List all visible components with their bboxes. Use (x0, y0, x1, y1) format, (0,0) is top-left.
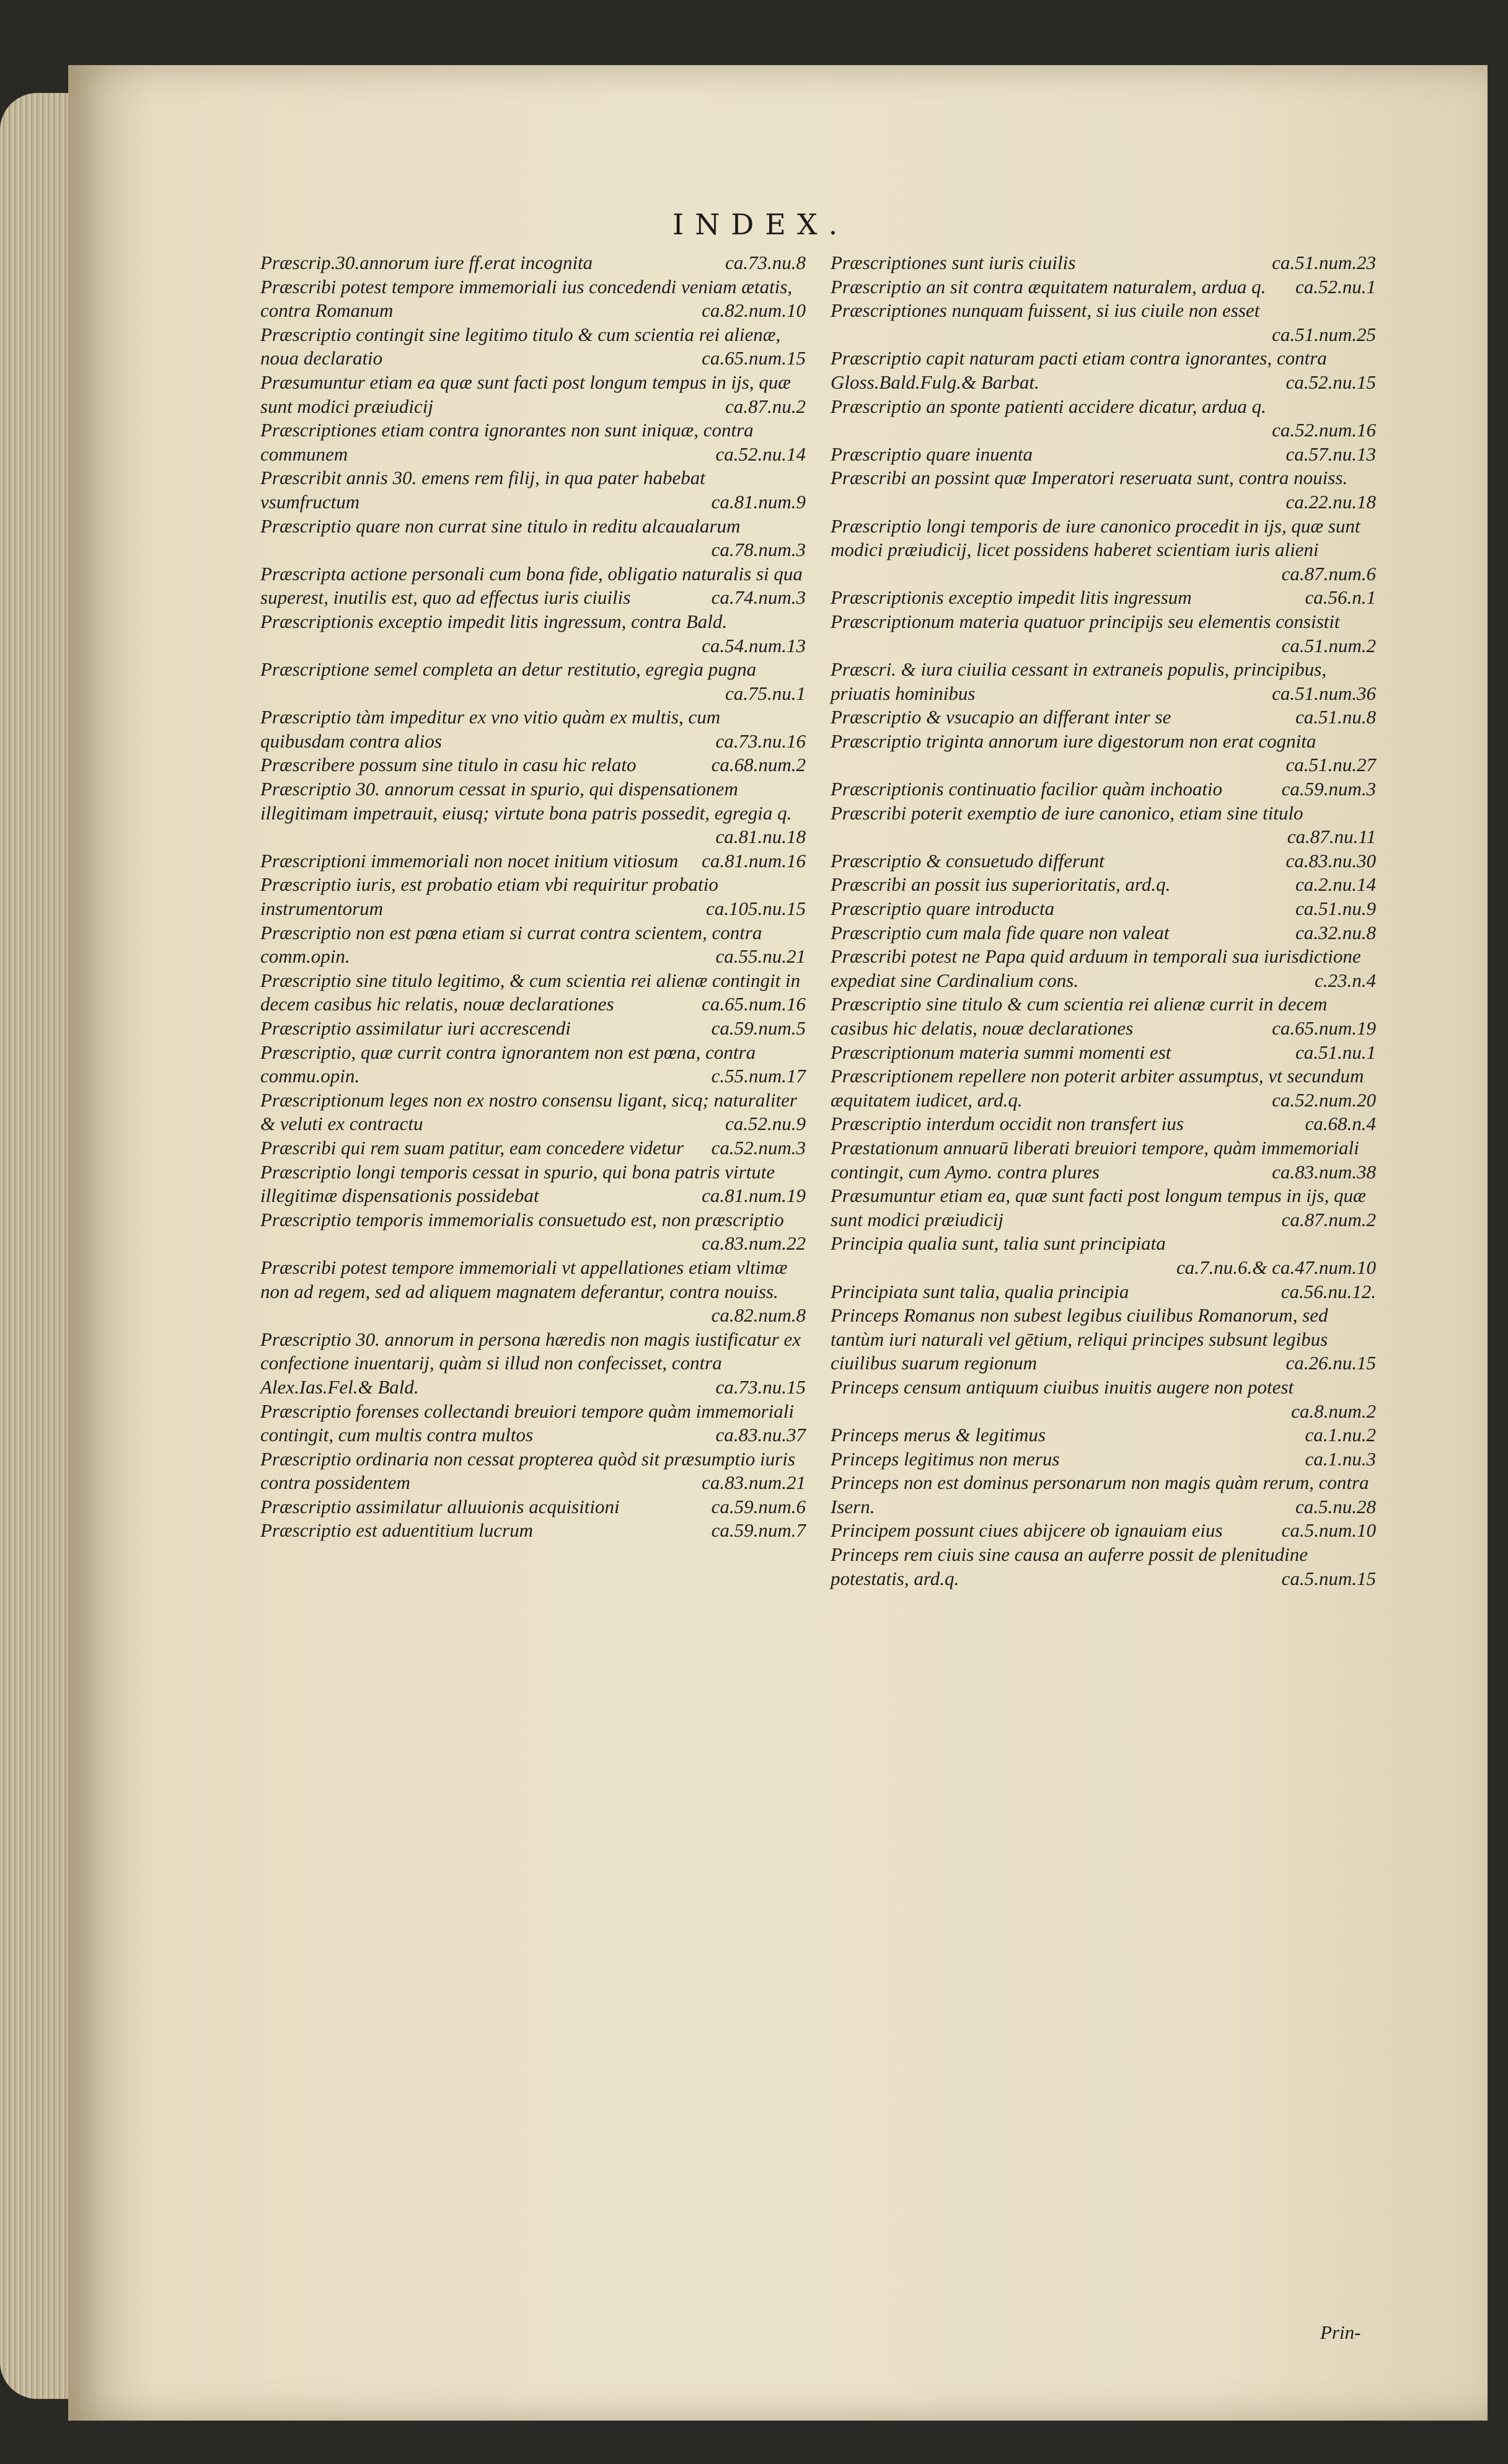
index-entry-text: Præscrip.30.annorum iure ff.erat incognita (260, 252, 593, 273)
index-entry (831, 1232, 1376, 1279)
index-entry (831, 1376, 1376, 1423)
index-entry-reference: ca.52.num.16 (1272, 419, 1376, 441)
index-entry (831, 1519, 1376, 1543)
index-entry (260, 969, 806, 1017)
index-entry-text: Præscriptio sine titulo legitimo, & cum scientia rei alienæ contingit in decem casibus hic relatis, nouæ declarationes (260, 969, 801, 1015)
index-entry-text: Præscriptio an sit contra æquitatem naturalem, ardua q. (831, 275, 1266, 298)
index-entry-text: Præscribi qui rem suam patitur, eam concedere videtur (260, 1136, 684, 1159)
index-entry-text: Præscriptio an sponte patienti accidere dicatur, ardua q. (831, 395, 1266, 417)
index-entry (260, 562, 806, 610)
index-entry (831, 299, 1376, 347)
index-entry-text: Præscriptio forenses collectandi breuiori tempore quàm immemoriali contingit, cum multis contra multos (260, 1400, 795, 1446)
index-entry-text: Præscriptio iuris, est probatio etiam vbi requiritur probatio instrumentorum (260, 873, 718, 920)
index-entry-reference: ca.81.num.9 (711, 490, 806, 513)
index-entry-text: Præscriptio triginta annorum iure digestorum non erat cognita (831, 730, 1316, 752)
index-entry (260, 251, 806, 275)
index-entry-reference: ca.81.num.16 (702, 849, 806, 872)
index-entry-reference: ca.83.nu.30 (1285, 849, 1376, 872)
index-entry (260, 1160, 806, 1208)
index-entry-reference: ca.87.num.6 (1281, 562, 1376, 585)
index-entry (260, 1328, 806, 1400)
index-entry-text: Præscriptio 30. annorum in persona hæredis non magis iustificatur ex confectione inuentarij, quàm si illud non confecisset, contra Alex.Ias.Fel.& Bald. (260, 1328, 801, 1398)
index-entry (831, 1136, 1376, 1184)
index-entry-text: Præscriptio 30. annorum cessat in spurio, qui dispensationem illegitimam impetrauit, eiusq; virtute bona patris possedit, egregia q. (260, 778, 792, 824)
index-entry-reference: ca.65.num.15 (702, 347, 806, 369)
index-entry-text: Præscribi potest ne Papa quid arduum in temporali sua iurisdictione expediat sine Cardinalium cons. (831, 945, 1361, 991)
index-entry (831, 1543, 1376, 1591)
index-entry-text: Præscriptio non est pœna etiam si currat contra scientem, contra comm.opin. (260, 921, 762, 968)
index-entry-reference: ca.59.num.3 (1281, 778, 1376, 800)
index-entry-text: Præscribit annis 30. emens rem filij, in qua pater habebat vsumfructum (260, 467, 705, 513)
index-entry-reference: ca.26.nu.15 (1285, 1352, 1376, 1374)
index-entry-reference: ca.22.nu.18 (1285, 490, 1376, 513)
index-entry-text: Præscriptio quare introducta (831, 898, 1055, 920)
index-entry (260, 921, 806, 969)
index-entry (260, 849, 806, 873)
index-entry-text: Præscriptio cum mala fide quare non valeat (831, 921, 1170, 943)
index-entry-reference: ca.1.nu.3 (1305, 1447, 1376, 1470)
index-entry (260, 658, 806, 705)
index-entry-text: Præscriptionis exceptio impedit litis ingressum, contra Bald. (260, 610, 728, 632)
index-entry-reference: ca.32.nu.8 (1295, 921, 1376, 943)
index-entry-text: Præscriptio assimilatur iuri accrescendi (260, 1017, 571, 1039)
index-entry (831, 945, 1376, 992)
index-entry (260, 705, 806, 753)
index-entry-reference: ca.55.nu.21 (715, 945, 806, 968)
index-entry-text: Præscriptio quare non currat sine titulo in reditu alcaualarum (260, 514, 741, 537)
index-entry-reference: ca.68.num.2 (711, 754, 806, 776)
index-entry-reference: ca.51.nu.27 (1285, 754, 1376, 776)
index-column-right (831, 251, 1376, 1591)
index-entry (831, 1280, 1376, 1304)
index-entry (831, 921, 1376, 945)
index-entry-text: Præscriptio quare inuenta (831, 443, 1033, 465)
index-entry-text: Præscriptio contingit sine legitimo titulo & cum scientia rei alienæ, noua declaratio (260, 323, 781, 369)
index-entry-reference: ca.73.nu.16 (715, 730, 806, 752)
index-entry (831, 586, 1376, 610)
index-entry-reference: ca.65.num.19 (1272, 1017, 1376, 1039)
index-entry (831, 1447, 1376, 1472)
index-entry (260, 873, 806, 921)
index-entry (831, 1471, 1376, 1519)
index-entry (831, 873, 1376, 897)
index-entry-text: Præscriptio est aduentitium lucrum (260, 1519, 534, 1542)
index-entry-reference: ca.81.num.19 (702, 1185, 806, 1207)
index-entry-text: Præscriptio ordinaria non cessat propterea quòd sit præsumptio iuris contra possidentem (260, 1447, 795, 1494)
index-entry-text: Præscriptionum materia quatuor principijs seu elementis consistit (831, 610, 1340, 632)
index-entry (260, 1088, 806, 1136)
index-entry-reference: ca.68.n.4 (1305, 1113, 1376, 1135)
index-entry-reference: ca.2.nu.14 (1295, 873, 1376, 896)
index-entry-text: Præscriptio longi temporis cessat in spurio, qui bona patris virtute illegitimæ dispensationis possidebat (260, 1160, 775, 1207)
index-entry (260, 610, 806, 658)
index-entry-text: Præsumuntur etiam ea quæ sunt facti post longum tempus in ijs, quæ sunt modici præiudicij (260, 371, 791, 417)
index-entry-text: Præscriptio assimilatur alluuionis acquisitioni (260, 1495, 620, 1517)
index-entry (260, 1256, 806, 1328)
index-entry-reference: ca.5.num.10 (1281, 1519, 1376, 1542)
index-entry-text: Præscriptio interdum occidit non transfert ius (831, 1113, 1184, 1135)
index-entry-reference: ca.52.nu.1 (1295, 275, 1376, 298)
index-entry (831, 347, 1376, 394)
index-entry-text: Præscriptionum leges non ex nostro consensu ligant, sicq; naturaliter & veluti ex contractu (260, 1088, 797, 1135)
index-entry-reference: ca.59.num.7 (711, 1519, 806, 1542)
index-entry-text: Præscriptionis continuatio facilior quàm inchoatio (831, 778, 1223, 800)
index-entry (260, 466, 806, 514)
index-entry-text: Princeps rem ciuis sine causa an auferre possit de plenitudine potestatis, ard.q. (831, 1543, 1308, 1589)
index-entry-reference: ca.73.nu.15 (715, 1376, 806, 1398)
index-entry-reference: ca.8.num.2 (1291, 1400, 1376, 1422)
index-entry-reference: ca.52.nu.9 (725, 1113, 806, 1135)
index-entry-reference: ca.59.num.5 (711, 1017, 806, 1039)
catchword: Prin- (1320, 2321, 1361, 2343)
index-entry-reference: c.23.n.4 (1314, 969, 1376, 991)
index-entry-text: Præscriptionem repellere non poterit arbiter assumptus, vt secundum æquitatem iudicet, ard.q. (831, 1065, 1364, 1111)
index-entry-text: Præscriptio tàm impeditur ex vno vitio quàm ex multis, cum quibusdam contra alios (260, 706, 721, 752)
index-entry-text: Præscri. & iura ciuilia cessant in extraneis populis, principibus, priuatis hominibus (831, 658, 1326, 704)
index-entry-reference: ca.51.num.23 (1272, 252, 1376, 273)
index-entry-reference: ca.54.num.13 (702, 634, 806, 656)
index-entry-reference: ca.74.num.3 (711, 586, 806, 609)
index-entry (260, 1400, 806, 1447)
index-entry-reference: ca.51.num.2 (1281, 634, 1376, 656)
index-entry (831, 777, 1376, 801)
index-entry-reference: ca.56.n.1 (1305, 586, 1376, 609)
index-entry (260, 275, 806, 323)
index-entry-text: Principia qualia sunt, talia sunt principiata (831, 1232, 1166, 1255)
index-entry-text: Præscripta actione personali cum bona fide, obligatio naturalis si qua superest, inutilis est, quo ad effectus iuris ciuilis (260, 562, 803, 609)
index-entry-text: Præscriptio, quæ currit contra ignorantem non est pœna, contra commu.opin. (260, 1041, 756, 1087)
index-entry (260, 1041, 806, 1088)
index-entry-reference: ca.82.num.10 (702, 299, 806, 322)
index-entry-text: Præscribi potest tempore immemoriali vt appellationes etiam vltimæ non ad regem, sed ad aliquem magnatem deferantur, contra nouiss. (260, 1256, 788, 1302)
index-entry-reference: ca.51.num.25 (1272, 323, 1376, 345)
index-entry (260, 1136, 806, 1160)
index-entry (831, 705, 1376, 730)
index-entry-text: Præscriptio longi temporis de iure canonico procedit in ijs, quæ sunt modici præiudicij, licet possidens haberet scientiam iuris alieni (831, 514, 1360, 561)
page-header: INDEX. (672, 208, 849, 241)
index-entry-reference: ca.65.num.16 (702, 993, 806, 1015)
index-entry (831, 849, 1376, 873)
index-entry-text: Præscribi an possit ius superioritatis, ard.q. (831, 873, 1171, 896)
index-entry-reference: ca.83.num.22 (702, 1232, 806, 1255)
index-entry (260, 418, 806, 466)
index-entry-reference: ca.52.num.20 (1272, 1088, 1376, 1111)
index-entry (831, 466, 1376, 514)
index-entry (831, 275, 1376, 299)
index-entry-text: Præscriptiones etiam contra ignorantes non sunt iniquæ, contra communem (260, 419, 754, 465)
index-entry-text: Præscriptio capit naturam pacti etiam contra ignorantes, contra Gloss.Bald.Fulg.& Barbat. (831, 347, 1327, 393)
index-column-left (260, 251, 806, 1543)
index-entry-reference: ca.56.nu.12. (1281, 1280, 1376, 1302)
index-entry-text: Præscriptio & vsucapio an differant inter se (831, 706, 1171, 728)
index-entry-reference: ca.82.num.8 (711, 1304, 806, 1327)
index-entry-reference: ca.51.nu.1 (1295, 1041, 1376, 1063)
index-entry-reference: ca.57.nu.13 (1285, 443, 1376, 465)
index-entry-reference: ca.83.num.38 (1272, 1160, 1376, 1183)
index-entry (831, 897, 1376, 921)
index-entry-text: Præscriptio temporis immemorialis consuetudo est, non præscriptio (260, 1208, 784, 1230)
index-entry (260, 514, 806, 562)
index-entry-reference: ca.105.nu.15 (705, 898, 806, 920)
index-entry-text: Præscriptiones sunt iuris ciuilis (831, 252, 1076, 273)
index-entry-text: Præsumuntur etiam ea, quæ sunt facti post longum tempus in ijs, quæ sunt modici præiudicij (831, 1185, 1366, 1230)
index-entry-reference: ca.83.nu.37 (715, 1424, 806, 1446)
index-entry-text: Principem possunt ciues abijcere ob ignauiam eius (831, 1519, 1223, 1542)
index-entry-reference: ca.87.nu.11 (1287, 826, 1376, 848)
index-entry (831, 443, 1376, 467)
index-entry-reference: ca.1.nu.2 (1305, 1424, 1376, 1446)
index-entry-reference: ca.5.num.15 (1281, 1567, 1376, 1589)
index-entry-reference: ca.52.num.3 (711, 1136, 806, 1159)
index-entry-text: Princeps Romanus non subest legibus ciuilibus Romanorum, sed tantùm iuri naturali vel gētium, reliqui principes subsunt legibus ciuilibus suarum regionum (831, 1304, 1328, 1374)
index-entry-text: Præscribi poterit exemptio de iure canonico, etiam sine titulo (831, 801, 1303, 824)
index-entry-reference: ca.7.nu.6.& ca.47.num.10 (1176, 1256, 1376, 1278)
index-entry (260, 1519, 806, 1543)
index-entry (831, 514, 1376, 586)
index-entry-reference: ca.59.num.6 (711, 1495, 806, 1517)
index-entry (260, 1208, 806, 1256)
index-entry (260, 1495, 806, 1519)
index-entry-text: Præscribi potest tempore immemoriali ius concedendi veniam ætatis, contra Romanum (260, 275, 793, 322)
index-entry-text: Princeps legitimus non merus (831, 1447, 1060, 1470)
index-entry-text: Præstationum annuarū liberati breuiori tempore, quàm immemoriali contingit, cum Aymo. contra plures (831, 1136, 1359, 1183)
index-entry (831, 1423, 1376, 1447)
index-entry (831, 1304, 1376, 1376)
index-entry (831, 992, 1376, 1040)
index-entry-text: Princeps censum antiquum ciuibus inuitis augere non potest (831, 1376, 1294, 1398)
index-entry (831, 251, 1376, 275)
index-entry-reference: ca.78.num.3 (711, 539, 806, 561)
index-entry-reference: ca.75.nu.1 (725, 682, 806, 704)
index-entry (831, 730, 1376, 777)
index-entry-reference: c.55.num.17 (711, 1065, 806, 1087)
index-entry-text: Præscriptionis exceptio impedit litis ingressum (831, 586, 1192, 609)
index-entry (831, 1064, 1376, 1112)
index-entry-reference: ca.87.num.2 (1281, 1208, 1376, 1230)
index-entry (831, 801, 1376, 849)
index-entry-reference: ca.51.num.36 (1272, 682, 1376, 704)
index-entry-reference: ca.73.nu.8 (725, 252, 806, 273)
index-entry-reference: ca.51.nu.8 (1295, 706, 1376, 728)
index-entry-text: Præscriptionum materia summi momenti est (831, 1041, 1171, 1063)
index-entry-text: Principiata sunt talia, qualia principia (831, 1280, 1129, 1302)
index-entry (260, 1447, 806, 1495)
index-entry (260, 753, 806, 777)
index-entry-reference: ca.87.nu.2 (725, 395, 806, 417)
index-entry-reference: ca.51.nu.9 (1295, 898, 1376, 920)
index-entry-text: Præscriptione semel completa an detur restitutio, egregia pugna (260, 658, 757, 681)
index-entry-text: Præscriptio sine titulo & cum scientia rei alienæ currit in decem casibus hic delatis, nouæ declarationes (831, 993, 1328, 1039)
index-entry-reference: ca.83.num.21 (702, 1472, 806, 1494)
index-entry-text: Præscriptio & consuetudo differunt (831, 849, 1105, 872)
index-entry-reference: ca.5.nu.28 (1295, 1495, 1376, 1517)
index-entry (260, 1017, 806, 1041)
index-entry-text: Præscriptioni immemoriali non nocet initium vitiosum (260, 849, 679, 872)
index-entry-text: Præscribi an possint quæ Imperatori reseruata sunt, contra nouiss. (831, 467, 1348, 489)
index-entry (260, 371, 806, 418)
index-entry (831, 1041, 1376, 1065)
index-entry (831, 610, 1376, 658)
index-entry (831, 658, 1376, 705)
index-entry-text: Princeps merus & legitimus (831, 1424, 1046, 1446)
index-entry (831, 395, 1376, 443)
index-entry-text: Præscriptiones nunquam fuissent, si ius ciuile non esset (831, 299, 1260, 322)
index-entry (831, 1112, 1376, 1136)
index-entry-text: Princeps non est dominus personarum non magis quàm rerum, contra Isern. (831, 1472, 1369, 1517)
index-entry (260, 777, 806, 849)
index-entry (831, 1184, 1376, 1232)
index-entry-reference: ca.52.nu.14 (715, 443, 806, 465)
index-entry-reference: ca.81.nu.18 (715, 826, 806, 848)
index-entry-reference: ca.52.nu.15 (1285, 371, 1376, 393)
index-entry-text: Præscribere possum sine titulo in casu hic relato (260, 754, 637, 776)
index-entry (260, 323, 806, 371)
